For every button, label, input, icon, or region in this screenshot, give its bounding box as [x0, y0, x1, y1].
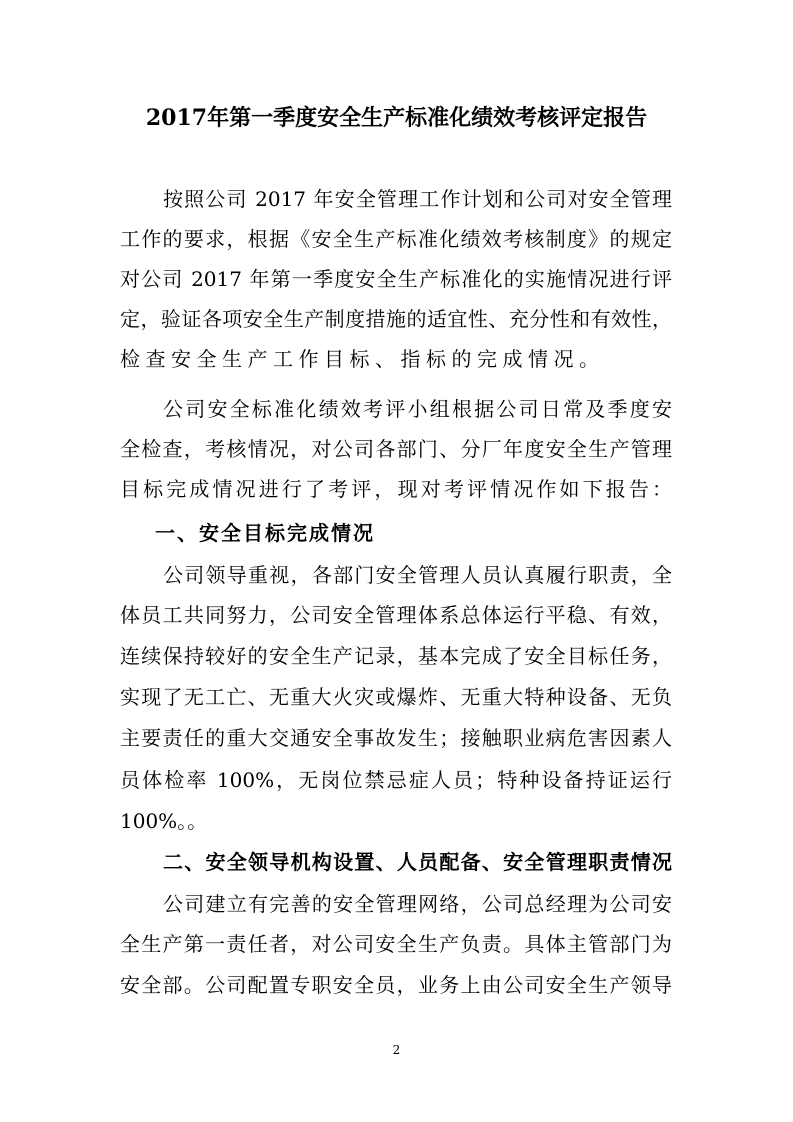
paragraph-line: 公司领导重视，各部门安全管理人员认真履行职责，全 [163, 563, 672, 587]
page-number: 2 [392, 1043, 401, 1057]
paragraph-line: 公司安全标准化绩效考评小组根据公司日常及季度安 [163, 397, 672, 421]
paragraph-line: 检查安全生产工作目标、指标的完成情况。 [120, 347, 605, 371]
paragraph-line: 安全部。公司配置专职安全员，业务上由公司安全生产领导 [120, 973, 672, 997]
paragraph-line: 体员工共同努力，公司安全管理体系总体运行平稳、有效， [120, 603, 672, 627]
section-heading-2: 二、安全领导机构设置、人员配备、安全管理职责情况 [163, 850, 672, 874]
paragraph-line: 工作的要求，根据《安全生产标准化绩效考核制度》的规定 [120, 227, 672, 251]
paragraph-line: 对公司 2017 年第一季度安全生产标准化的实施情况进行评 [120, 267, 672, 291]
paragraph-line: 公司建立有完善的安全管理网络，公司总经理为公司安 [163, 892, 672, 916]
paragraph-line: 全检查，考核情况，对公司各部门、分厂年度安全生产管理 [120, 437, 672, 461]
paragraph-line: 实现了无工亡、无重大火灾或爆炸、无重大特种设备、无负 [120, 685, 672, 709]
paragraph-line: 主要责任的重大交通安全事故发生；接触职业病危害因素人 [120, 726, 672, 750]
paragraph-line: 目标完成情况进行了考评，现对考评情况作如下报告： [120, 477, 672, 501]
paragraph-line: 100%。。 [120, 809, 208, 833]
paragraph-line: 连续保持较好的安全生产记录，基本完成了安全目标任务， [120, 644, 672, 668]
paragraph-line: 按照公司 2017 年安全管理工作计划和公司对安全管理 [163, 187, 672, 211]
paragraph-line: 员体检率 100%，无岗位禁忌症人员；特种设备持证运行 [120, 768, 672, 792]
paragraph-line: 定，验证各项安全生产制度措施的适宜性、充分性和有效性， [120, 307, 672, 331]
paragraph-line: 全生产第一责任者，对公司安全生产负责。具体主管部门为 [120, 932, 672, 956]
section-heading-1: 一、安全目标完成情况 [155, 521, 375, 545]
document-title: 2017年第一季度安全生产标准化绩效考核评定报告 [145, 105, 648, 131]
